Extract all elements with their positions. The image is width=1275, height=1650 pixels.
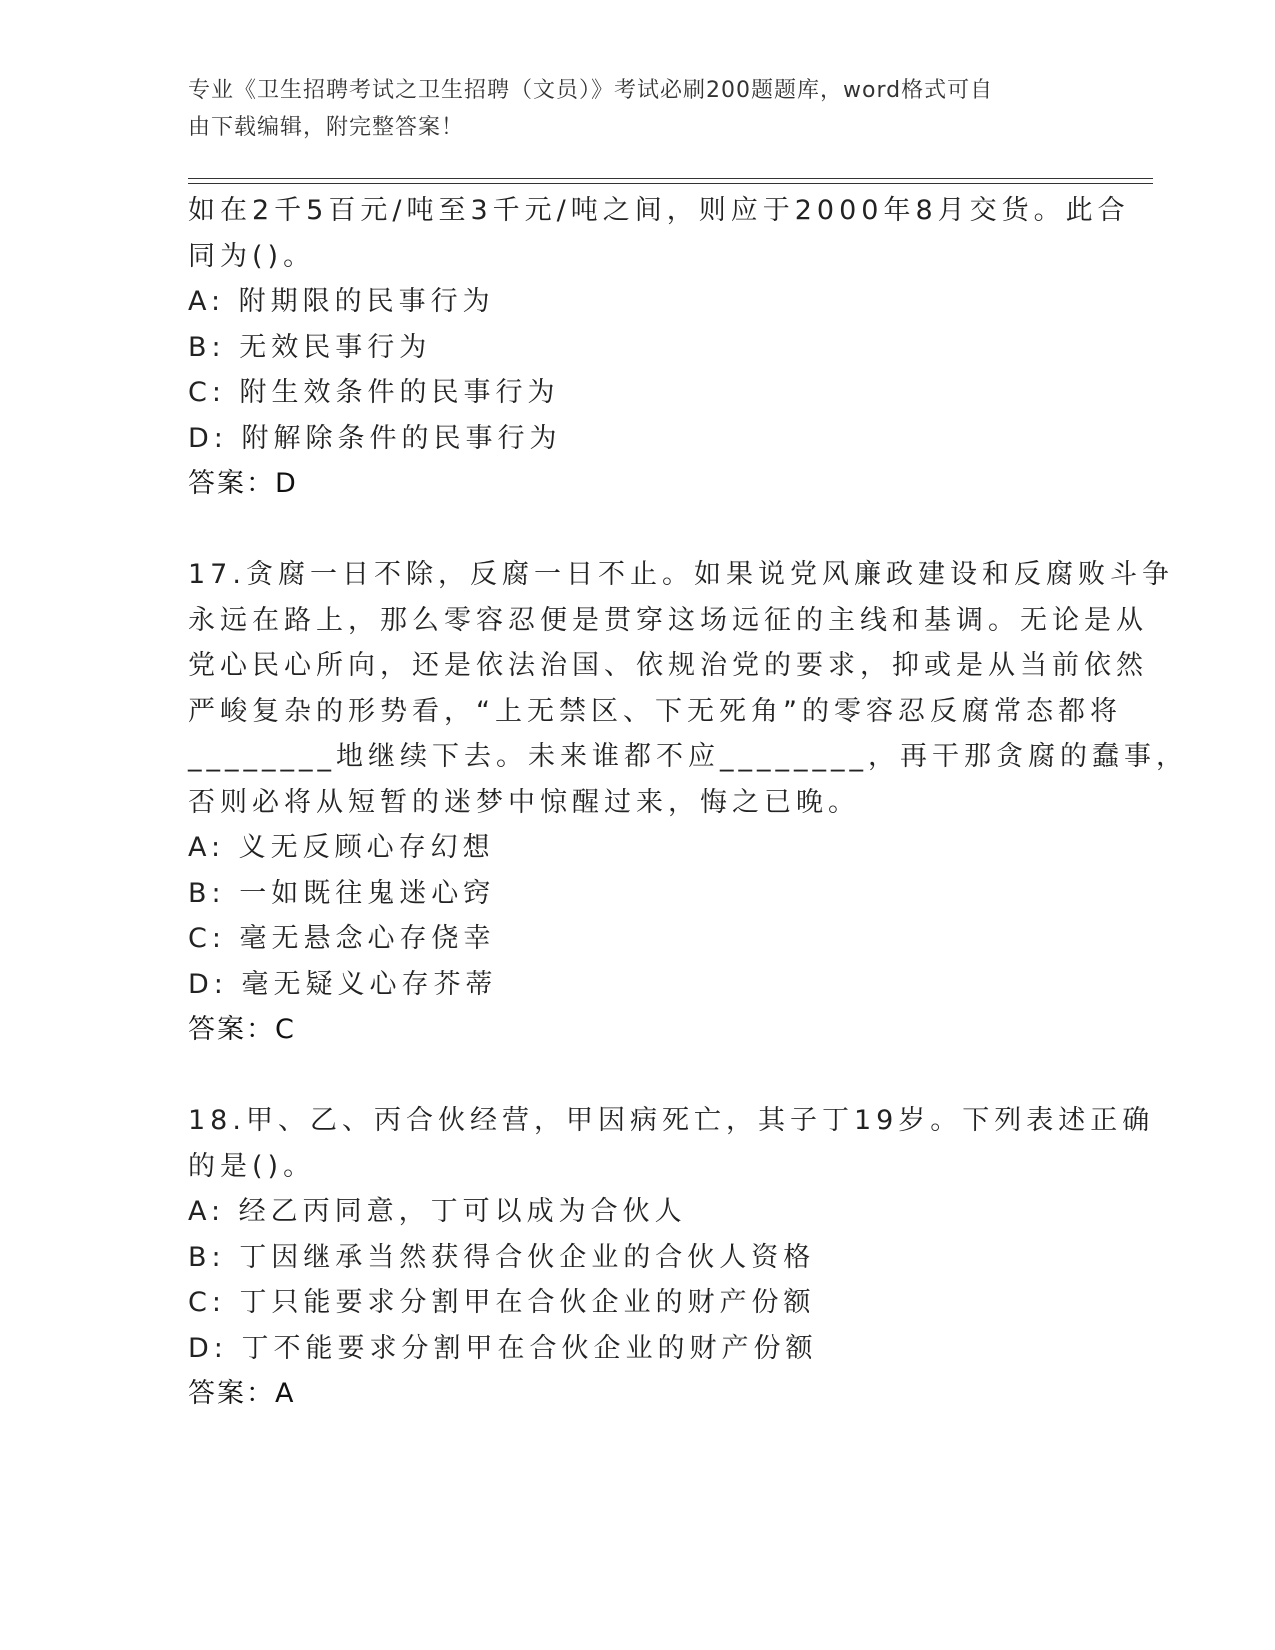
question-stem-line: 如在2千5百元/吨至3千元/吨之间，则应于2000年8月交货。此合: [188, 195, 1130, 226]
document-header: [188, 72, 1068, 146]
header-rule-bottom: [188, 183, 1153, 184]
option-d: D: 附解除条件的民事行为: [188, 422, 562, 454]
header-rule-top: [188, 178, 1153, 179]
question-stem-line: 严峻复杂的形势看，“上无禁区、下无死角”的零容忍反腐常态都将: [188, 695, 1122, 727]
question-stem-line: 党心民心所向，还是依法治国、依规治党的要求，抑或是从当前依然: [188, 650, 1148, 681]
option-d: D: 丁不能要求分割甲在合伙企业的财产份额: [188, 1332, 818, 1364]
option-c: C: 毫无悬念心存侥幸: [188, 923, 496, 954]
question-stem-line: 17.贪腐一日不除，反腐一日不止。如果说党风廉政建设和反腐败斗争: [188, 559, 1174, 590]
option-a: A: 附期限的民事行为: [188, 286, 495, 317]
question-stem-line: ________地继续下去。未来谁都不应________，再干那贪腐的蠢事，: [188, 741, 1188, 772]
option-a: A: 经乙丙同意，丁可以成为合伙人: [188, 1196, 687, 1227]
question-stem-line: 否则必将从短暂的迷梦中惊醒过来，悔之已晚。: [188, 786, 860, 818]
option-c: C: 丁只能要求分割甲在合伙企业的财产份额: [188, 1287, 816, 1318]
answer-line: 答案：D: [188, 468, 298, 499]
question-stem-line: 永远在路上，那么零容忍便是贯穿这场远征的主线和基调。无论是从: [188, 604, 1148, 636]
option-b: B: 丁因继承当然获得合伙企业的合伙人资格: [188, 1241, 816, 1273]
header-line-2: 由下载编辑，附完整答案！: [188, 115, 465, 140]
question-stem-line: 18.甲、乙、丙合伙经营，甲因病死亡，其子丁19岁。下列表述正确: [188, 1105, 1155, 1136]
answer-line: 答案：A: [188, 1378, 296, 1409]
option-d: D: 毫无疑义心存芥蒂: [188, 968, 498, 1000]
option-b: B: 无效民事行为: [188, 331, 432, 363]
header-line-1: 专业《卫生招聘考试之卫生招聘（文员）》考试必刷200题题库，word格式可自: [188, 78, 994, 103]
question-16: [188, 188, 1130, 507]
spacer: [188, 1053, 1088, 1099]
option-c: C: 附生效条件的民事行为: [188, 377, 560, 408]
option-a: A: 义无反顾心存幻想: [188, 832, 495, 863]
option-b: B: 一如既往鬼迷心窍: [188, 877, 496, 909]
question-stem-line: 的是()。: [188, 1150, 316, 1182]
document-body: [188, 188, 1188, 1417]
spacer: [188, 507, 1088, 553]
question-17: [188, 552, 1188, 1053]
question-stem-line: 同为()。: [188, 240, 316, 272]
answer-line: 答案：C: [188, 1014, 296, 1045]
question-18: [188, 1098, 1155, 1417]
